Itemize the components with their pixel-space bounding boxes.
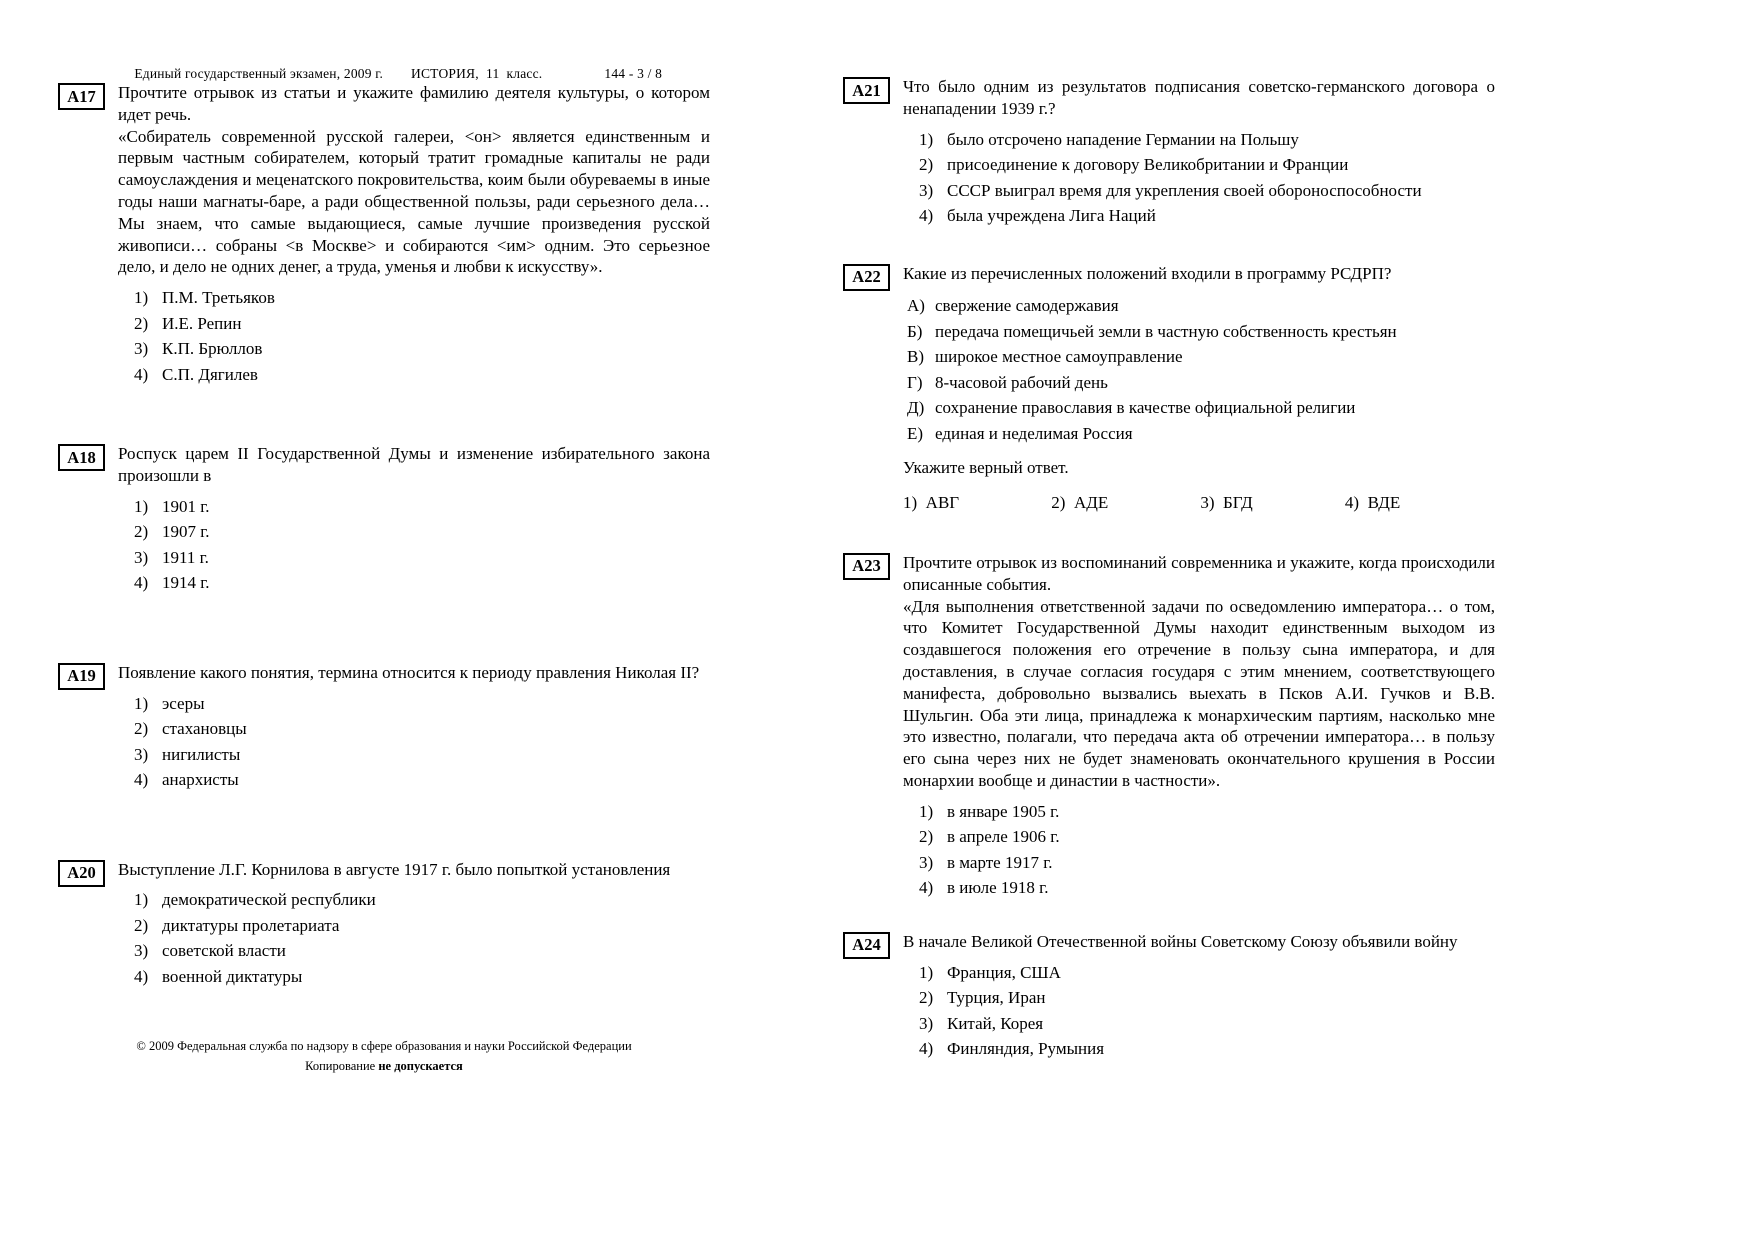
answer-option: [919, 985, 1495, 1011]
lettered-option: [907, 344, 1495, 370]
option-text: военной диктатуры: [162, 966, 303, 986]
lettered-option: [907, 293, 1495, 319]
option-number: 4): [134, 573, 149, 593]
option-number: 3): [134, 744, 149, 764]
lettered-option: [907, 370, 1495, 396]
answer-option: [134, 311, 710, 337]
option-text: передача помещичьей земли в частную собственность крестьян: [935, 321, 1397, 341]
option-letter: А): [907, 296, 925, 316]
question-number: A23: [843, 553, 890, 580]
option-number: 1): [919, 962, 934, 982]
option-text: советской власти: [162, 941, 286, 961]
question-stem: «Для выполнения ответственной задачи по осведомлению императора… о том, что Комитет Государственной Думы находит единственным выходом из создавшегося положения его отречение в пользу сына императора, и для доставления, в случае согласия государя с этим мнением, соответствующего манифеста, добровольно вызвались выехать в Псков А.И. Гучков и В.В. Шульгин. Оба эти лица, принадлежа к монархическим партиям, насколько мне это известно, полагали, что передача акта об отречении императора… в пользу его сына через них не будет знаменовать окончательного крушения в России монархии вообще и династии в частности».: [903, 596, 1495, 790]
question-stem: «Собиратель современной русской галереи, <он> является единственным и первым частным собирателем, который тратит громадные капиталы не ради самоуслаждения и меценатского покровительства, коим были обуреваемы в иные годы наши магнаты-баре, а ради общественной пользы, ради серьезного дела… Мы знаем, что самые выдающиеся, самые лучшие произведения русской живописи… собраны <в Москве> и собираются <им> одним. Это серьезное дело, и дело не одних денег, а труда, уменья и любви к искусству».: [118, 126, 710, 277]
answer-option: [134, 519, 710, 545]
question-body: [903, 931, 1495, 1062]
option-number: 2): [134, 915, 149, 935]
option-text: Финляндия, Румыния: [947, 1039, 1105, 1059]
option-text: единая и неделимая Россия: [935, 423, 1133, 443]
option-text: 8-часовой рабочий день: [935, 372, 1108, 392]
question-number: A19: [58, 663, 105, 690]
option-text: присоединение к договору Великобритании и Франции: [947, 155, 1349, 175]
answer-option: [919, 1011, 1495, 1037]
option-text: Франция, США: [947, 962, 1061, 982]
option-text: эсеры: [162, 693, 205, 713]
option-text: 1901 г.: [162, 496, 210, 516]
option-number: 1): [134, 890, 149, 910]
option-text: Турция, Иран: [947, 988, 1046, 1008]
option-number: 3): [919, 180, 934, 200]
option-number: 1): [134, 496, 149, 516]
answer-option: [919, 824, 1495, 850]
header-page-number: 144 - 3 / 8: [604, 66, 663, 81]
question-stem: В начале Великой Отечественной войны Советскому Союзу объявили войну: [903, 931, 1458, 951]
option-number: 4): [919, 206, 934, 226]
answer-option: [134, 742, 710, 768]
question-a19: [58, 662, 710, 793]
question-a23: [843, 552, 1495, 901]
answer-option: [134, 336, 710, 362]
options-list: [903, 127, 1495, 229]
answer-option: [134, 545, 710, 571]
option-text: диктатуры пролетариата: [162, 915, 340, 935]
option-text: в июле 1918 г.: [947, 878, 1049, 898]
question-a18: [58, 443, 710, 596]
question-body: [903, 552, 1495, 901]
question-body: [118, 82, 710, 387]
option-number: 2): [919, 988, 934, 1008]
option-text: в январе 1905 г.: [947, 801, 1060, 821]
answer-option: [134, 285, 710, 311]
answer-instruction: Укажите верный ответ.: [903, 458, 1069, 478]
option-number: 3): [919, 1013, 934, 1033]
option-number: 3): [134, 547, 149, 567]
option-number: 4): [919, 1039, 934, 1059]
question-body: [118, 859, 710, 990]
option-text: анархисты: [162, 770, 239, 790]
option-text: 1914 г.: [162, 573, 210, 593]
question-body: [903, 76, 1495, 229]
option-number: 3): [134, 941, 149, 961]
option-letter: В): [907, 347, 924, 367]
option-number: 1): [919, 801, 934, 821]
answer-option: [919, 1036, 1495, 1062]
option-text: И.Е. Репин: [162, 313, 242, 333]
answer-choices-row: [903, 492, 1400, 514]
answer-choice: 4) ВДЕ: [1344, 493, 1401, 513]
option-number: 2): [919, 827, 934, 847]
question-stem: Что было одним из результатов подписания советско-германского договора о ненападении 1939 г.?: [903, 77, 1495, 118]
option-number: 1): [919, 129, 934, 149]
option-text: С.П. Дягилев: [162, 364, 258, 384]
lettered-options: [903, 293, 1495, 446]
answer-option: [134, 887, 710, 913]
option-number: 4): [919, 878, 934, 898]
option-number: 1): [134, 693, 149, 713]
option-text: нигилисты: [162, 744, 241, 764]
header-exam-title: Единый государственный экзамен, 2009 г.: [134, 66, 384, 81]
answer-option: [919, 799, 1495, 825]
answer-option: [134, 964, 710, 990]
answer-option: [919, 875, 1495, 901]
lettered-option: [907, 395, 1495, 421]
option-text: была учреждена Лига Наций: [947, 206, 1156, 226]
answer-choice: 3) БГД: [1200, 493, 1253, 513]
question-number: A20: [58, 860, 105, 887]
question-stem: Прочтите отрывок из воспоминаний современника и укажите, когда происходили описанные события.: [903, 552, 1495, 594]
answer-option: [919, 850, 1495, 876]
answer-option: [134, 362, 710, 388]
lettered-option: [907, 421, 1495, 447]
question-a22: [843, 263, 1495, 514]
answer-option: [134, 494, 710, 520]
header-subject: ИСТОРИЯ, 11 класс.: [411, 66, 543, 81]
option-text: стахановцы: [162, 719, 247, 739]
option-text: 1907 г.: [162, 522, 210, 542]
option-text: П.М. Третьяков: [162, 288, 275, 308]
option-number: 3): [919, 852, 934, 872]
lettered-option: [907, 319, 1495, 345]
question-a20: [58, 859, 710, 990]
option-text: свержение самодержавия: [935, 296, 1119, 316]
answer-option: [919, 960, 1495, 986]
option-text: широкое местное самоуправление: [935, 347, 1183, 367]
answer-option: [134, 570, 710, 596]
page-footer: [58, 1036, 710, 1076]
question-a17: [58, 82, 710, 387]
option-letter: Г): [907, 372, 923, 392]
options-list: [118, 691, 710, 793]
options-list: [903, 799, 1495, 901]
answer-choice: 1) АВГ: [903, 493, 960, 513]
answer-option: [919, 203, 1495, 229]
option-number: 3): [134, 339, 149, 359]
question-a24: [843, 931, 1495, 1062]
question-number: A21: [843, 77, 890, 104]
option-text: в марте 1917 г.: [947, 852, 1053, 872]
question-stem: Прочтите отрывок из статьи и укажите фамилию деятеля культуры, о котором идет речь.: [118, 83, 710, 124]
answer-option: [134, 938, 710, 964]
question-a21: [843, 76, 1495, 229]
option-number: 4): [134, 364, 149, 384]
right-column: [843, 76, 1495, 1062]
question-number: A24: [843, 932, 890, 959]
option-text: демократической республики: [162, 890, 376, 910]
answer-option: [919, 152, 1495, 178]
footer-copyright: © 2009 Федеральная служба по надзору в сфере образования и науки Российской Федерации: [136, 1039, 632, 1053]
footer-notice-bold: не допускается: [378, 1059, 463, 1073]
question-number: A22: [843, 264, 890, 291]
answer-option: [134, 716, 710, 742]
option-text: 1911 г.: [162, 547, 209, 567]
question-stem: Роспуск царем II Государственной Думы и изменение избирательного закона произошли в: [118, 444, 710, 485]
question-body: [903, 263, 1495, 514]
option-letter: Е): [907, 423, 924, 443]
option-number: 2): [134, 522, 149, 542]
answer-option: [134, 913, 710, 939]
answer-choice: 2) АДЕ: [1051, 493, 1109, 513]
question-stem: Какие из перечисленных положений входили в программу РСДРП?: [903, 263, 1392, 283]
option-number: 2): [134, 313, 149, 333]
option-text: было отсрочено нападение Германии на Польшу: [947, 129, 1299, 149]
answer-option: [919, 127, 1495, 153]
footer-notice-prefix: Копирование: [305, 1059, 379, 1073]
option-text: СССР выиграл время для укрепления своей обороноспособности: [947, 180, 1422, 200]
question-number: A17: [58, 83, 105, 110]
option-text: К.П. Брюллов: [162, 339, 263, 359]
option-letter: Б): [907, 321, 923, 341]
options-list: [118, 887, 710, 989]
answer-option: [134, 767, 710, 793]
option-number: 1): [134, 288, 149, 308]
answer-option: [134, 691, 710, 717]
option-letter: Д): [907, 398, 925, 418]
left-column: [58, 82, 710, 989]
answer-option: [919, 178, 1495, 204]
option-number: 4): [134, 966, 149, 986]
question-stem: Выступление Л.Г. Корнилова в августе 1917 г. было попыткой установления: [118, 859, 671, 879]
question-stem: Появление какого понятия, термина относится к периоду правления Николая II?: [118, 662, 700, 682]
option-number: 4): [134, 770, 149, 790]
options-list: [903, 960, 1495, 1062]
options-list: [118, 494, 710, 596]
option-number: 2): [134, 719, 149, 739]
question-body: [118, 443, 710, 596]
option-number: 2): [919, 155, 934, 175]
question-body: [118, 662, 710, 793]
option-text: сохранение православия в качестве официальной религии: [935, 398, 1356, 418]
options-list: [118, 285, 710, 387]
option-text: в апреле 1906 г.: [947, 827, 1060, 847]
question-number: A18: [58, 444, 105, 471]
option-text: Китай, Корея: [947, 1013, 1044, 1033]
footer-copy-notice: [58, 1056, 710, 1076]
